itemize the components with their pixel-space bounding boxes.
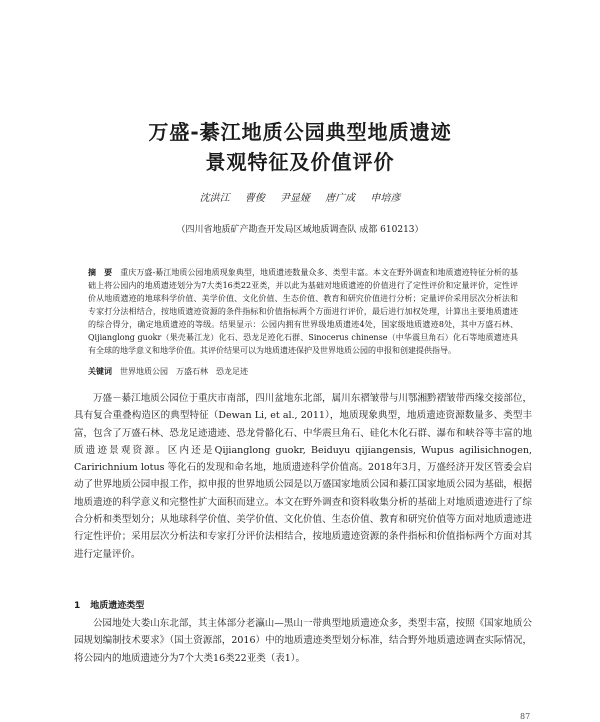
author-list: 沈洪江 曹俊 尹显娅 唐广成 申培彦 <box>199 193 401 204</box>
abstract <box>88 266 518 357</box>
keywords <box>88 366 518 377</box>
body-paragraph-intro: 万盛－綦江地质公园位于重庆市南部，四川盆地东北部，属川东褶皱带与川鄂湘黔褶皱带西缘交接部位，具有复合重叠构造区的典型特征（Dewan Li, et al., 2011），地质现象典型，地质遗迹资源数量多、类型丰富，包含了万盛石林、恐龙足迹遗迹、恐龙骨骼化石、中华震旦角石、硅化木化石群、瀑布和峡谷等丰富的地质遗迹景观资源。区内还是Qijianglong guokr, Beiduyu qijiangensis, Wupus agilisichnogen, Caririchnium lotus 等化石的发现和命名地，地质遗迹科学价值高。2018年3月，万盛经济开发区管委会启动了世界地质公园申报工作，拟申报的世界地质公园是以万盛国家地质公园和綦江国家地质公园为基础，根据地质遗迹的科学意义和完整性扩大面积而建立。本文在野外调查和资料收集分析的基础上对地质遗迹进行了综合分析和类型划分；从地球科学价值、美学价值、文化价值、生态价值、教育和研究价值等方面对地质遗迹进行定性评价；采用层次分析法和专家打分评价法相结合，按地质遗迹资源的条件指标和价值指标两个方面对其进行定量评价。 <box>74 393 532 560</box>
keywords-label: 关键词 <box>88 367 112 376</box>
section-title: 地质遗迹类型 <box>90 601 145 611</box>
section-number: 1 <box>74 601 81 611</box>
abstract-label: 摘 要 <box>88 268 113 277</box>
affiliation: （四川省地质矿产勘查开发局区域地质调查队 成都 610213） <box>176 225 424 235</box>
section-heading <box>74 598 144 611</box>
abstract-text: 重庆万盛-綦江地质公园地质现象典型，地质遗迹数量众多、类型丰富。本文在野外调查和地质遗迹特征分析的基础上将公园内的地质遗迹划分为7大类16类22亚类，并以此为基础对地质遗迹的价值进行了定性评价和定量评价，定性评价从地质遗迹的地球科学价值、美学价值、文化价值、生态价值、教育和研究价值进行分析；定量评价采用层次分析法和专家打分法相结合，按地质遗迹资源的条件指标和价值指标两个方面进行评价，最后进行加权处理，计算出主要地质遗迹的综合得分，确定地质遗迹的等级。结果显示：公园内拥有世界级地质遗迹4处，国家级地质遗迹8处，其中万盛石林、Qijianglong guokr（果壳綦江龙）化石、恐龙足迹化石群、Sinocerus chinense（中华震旦角石）化石等地质遗迹具有全球的地学意义和地学价值。其评价结果可以为地质遗迹保护及世界地质公园的申报和创建提供指导。 <box>88 268 519 355</box>
keywords-text: 世界地质公园 万盛石林 恐龙足迹 <box>120 367 248 376</box>
page-number: 87 <box>520 712 531 721</box>
body-paragraph-section-1: 公园地处大娄山东北部，其主体部分老瀛山—黑山一带典型地质遗迹众多，类型丰富，按照《国家地质公园规划编制技术要求》（国土资源部，2016）中的地质遗迹类型划分标准，结合野外地质遗迹调查实际情况，将公园内的地质遗迹分为7个大类16类22亚类（表1）。 <box>74 618 532 664</box>
paper-title-line-2: 景观特征及价值评价 <box>205 150 395 174</box>
paper-title-line-1: 万盛-綦江地质公园典型地质遗迹 <box>148 120 452 144</box>
